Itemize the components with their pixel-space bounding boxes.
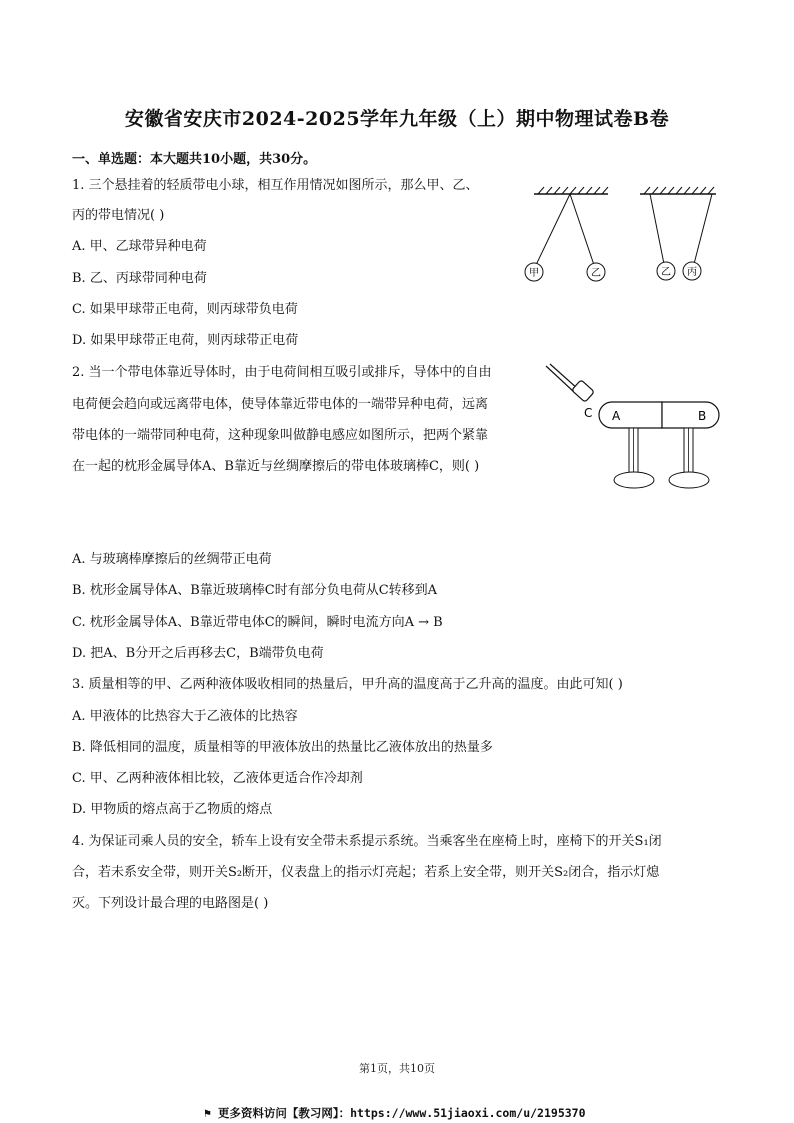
- q4-stem-line-2: 合，若未系安全带，则开关S₂断开，仪表盘上的指示灯亮起；若系上安全带，则开关S₂闭合，指示灯熄: [72, 865, 660, 880]
- q2-stem-line-2: 电荷便会趋向或远离带电体，使导体靠近带电体的一端带异种电荷，远离: [72, 397, 489, 412]
- q1-option-c: C. 如果甲球带正电荷，则丙球带负电荷: [72, 302, 298, 317]
- q3-option-d: D. 甲物质的熔点高于乙物质的熔点: [72, 802, 273, 817]
- q3-option-c: C. 甲、乙两种液体相比较，乙液体更适合作冷却剂: [72, 771, 363, 786]
- q2-induction-figure: [540, 360, 730, 495]
- promo-link[interactable]: [204, 1105, 586, 1121]
- q2-option-a: A. 与玻璃棒摩擦后的丝绸带正电荷: [72, 552, 272, 567]
- promo-text: 更多资料访问【教习网】：https://www.51jiaoxi.com/u/2195370: [217, 1106, 586, 1120]
- q3-option-b: B. 降低相同的温度，质量相等的甲液体放出的热量比乙液体放出的热量多: [72, 740, 493, 755]
- q4-stem-line-3: 灭。下列设计最合理的电路图是( ): [72, 896, 269, 911]
- q1-ball-label-yi: 乙: [591, 268, 601, 279]
- q2-stem-line-3: 带电体的一端带同种电荷，这种现象叫做静电感应如图所示，把两个紧靠: [72, 428, 489, 443]
- q1-option-a: A. 甲、乙球带异种电荷: [72, 239, 207, 254]
- q2-option-b: B. 枕形金属导体A、B靠近玻璃棒C时有部分负电荷从C转移到A: [72, 583, 438, 598]
- q1-stem-line-2: 丙的带电情况( ): [72, 208, 165, 223]
- flag-icon: ⚑: [204, 1106, 218, 1120]
- q2-label-b: B: [698, 409, 707, 423]
- q1-ball-label-jia: 甲: [529, 268, 539, 279]
- q1-ball-label-bing: 丙: [687, 267, 697, 278]
- q2-label-a: A: [612, 409, 621, 423]
- q1-ball-label-yi-2: 乙: [661, 267, 671, 278]
- q2-label-c: C: [584, 406, 593, 420]
- q3-option-a: A. 甲液体的比热容大于乙液体的比热容: [72, 709, 298, 724]
- q1-option-b: B. 乙、丙球带同种电荷: [72, 271, 207, 286]
- q2-stem-line-1: 2. 当一个带电体靠近导体时，由于电荷间相互吸引或排斥，导体中的自由: [72, 365, 492, 380]
- q3-stem: 3. 质量相等的甲、乙两种液体吸收相同的热量后，甲升高的温度高于乙升高的温度。由此可知( ): [72, 677, 623, 692]
- q1-option-d: D. 如果甲球带正电荷，则丙球带正电荷: [72, 333, 299, 348]
- section-heading: 一、单选题：本大题共10小题，共30分。: [72, 152, 317, 167]
- q2-option-c: C. 枕形金属导体A、B靠近带电体C的瞬间，瞬时电流方向A → B: [72, 615, 443, 630]
- q4-stem-line-1: 4. 为保证司乘人员的安全，轿车上设有安全带未系提示系统。当乘客坐在座椅上时，座椅下的开关S₁闭: [72, 834, 662, 849]
- page-title: 安徽省安庆市2024-2025学年九年级（上）期中物理试卷B卷: [124, 108, 670, 130]
- q2-stem-line-4: 在一起的枕形金属导体A、B靠近与丝绸摩擦后的带电体玻璃棒C，则( ): [72, 459, 480, 474]
- q1-stem-line-1: 1. 三个悬挂着的轻质带电小球，相互作用情况如图所示，那么甲、乙、: [72, 178, 479, 193]
- page-footer: 第1页，共10页: [359, 1062, 435, 1075]
- q1-pendulum-figure: [520, 182, 730, 292]
- q2-option-d: D. 把A、B分开之后再移去C，B端带负电荷: [72, 646, 324, 661]
